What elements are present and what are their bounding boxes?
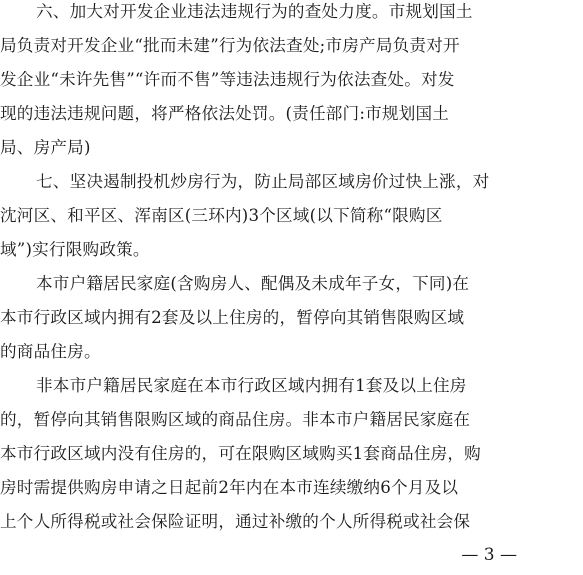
text-line-1: 六、加大对开发企业违法违规行为的查处力度。市规划国土 bbox=[36, 2, 473, 21]
text-line-8: 域”)实行限购政策。 bbox=[0, 240, 150, 259]
text-line-3: 发企业“未许先售”“许而不售”等违法违规行为依法查处。对发 bbox=[0, 70, 455, 89]
text-line-14: 本市行政区域内没有住房的，可在限购区域购买1套商品住房，购 bbox=[0, 444, 481, 463]
text-line-5: 局、房产局) bbox=[0, 138, 91, 157]
page-number: — 3 — bbox=[461, 545, 517, 565]
text-line-13: 的，暂停向其销售限购区域的商品住房。非本市户籍居民家庭在 bbox=[0, 410, 471, 429]
text-line-6: 七、坚决遏制投机炒房行为，防止局部区域房价过快上涨，对 bbox=[36, 172, 490, 191]
text-line-12: 非本市户籍居民家庭在本市行政区域内拥有1套及以上住房 bbox=[36, 376, 467, 395]
text-line-7: 沈河区、和平区、浑南区(三环内)3个区域(以下简称“限购区 bbox=[0, 206, 443, 225]
text-line-10: 本市行政区域内拥有2套及以上住房的，暂停向其销售限购区域 bbox=[0, 308, 465, 327]
text-line-11: 的商品住房。 bbox=[0, 342, 101, 361]
text-line-15: 房时需提供购房申请之日起前2年内在本市连续缴纳6个月及以 bbox=[0, 478, 459, 497]
text-line-4: 现的违法违规问题，将严格依法处罚。(责任部门:市规划国土 bbox=[0, 104, 450, 123]
text-line-2: 局负责对开发企业“批而未建”行为依法查处;市房产局负责对开 bbox=[0, 36, 460, 55]
text-line-9: 本市户籍居民家庭(含购房人、配偶及未成年子女，下同)在 bbox=[36, 274, 470, 293]
text-line-16: 上个人所得税或社会保险证明，通过补缴的个人所得税或社会保 bbox=[0, 512, 471, 531]
